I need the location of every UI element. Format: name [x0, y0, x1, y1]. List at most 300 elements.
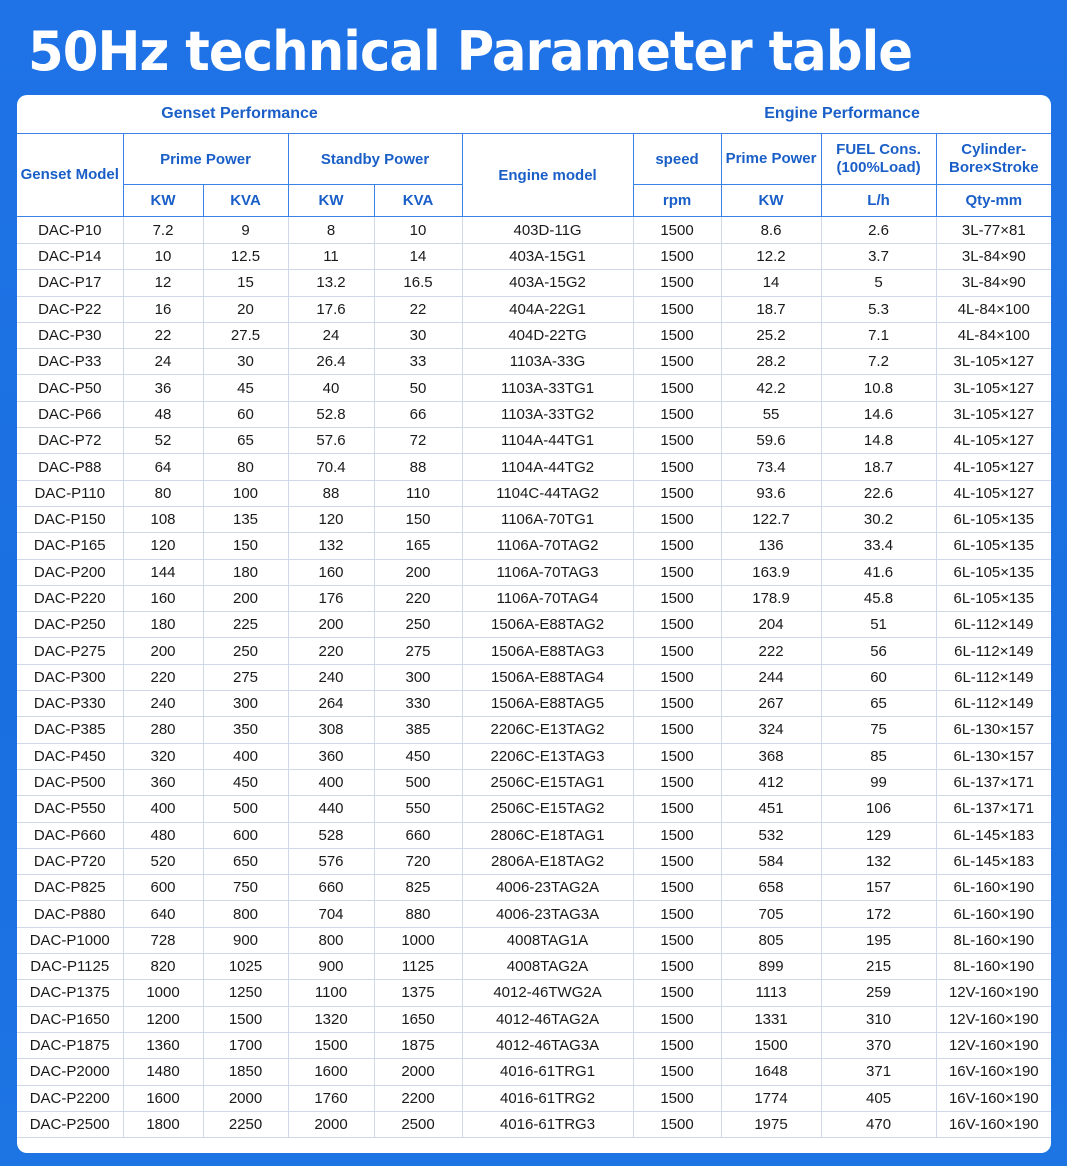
cell-cylinder-spec: 6L-105×135: [936, 533, 1051, 559]
table-row: [17, 612, 1051, 638]
cell-engine-model: 4012-46TAG2A: [462, 1006, 633, 1032]
cell-standby-kw: 24: [288, 322, 374, 348]
cell-cylinder-spec: 6L-112×149: [936, 664, 1051, 690]
cell-prime-kva: 30: [203, 349, 288, 375]
cell-prime-kw: 820: [123, 954, 203, 980]
cell-genset-model: DAC-P1125: [17, 954, 123, 980]
cell-engine-model: 4006-23TAG3A: [462, 901, 633, 927]
cell-standby-kw: 800: [288, 927, 374, 953]
cell-speed-rpm: 1500: [633, 585, 721, 611]
cell-prime-kw: 360: [123, 769, 203, 795]
table-row: [17, 1085, 1051, 1111]
cell-prime-kva: 225: [203, 612, 288, 638]
cell-engine-kw: 368: [721, 743, 821, 769]
cell-prime-kw: 1200: [123, 1006, 203, 1032]
cell-engine-model: 1106A-70TG1: [462, 506, 633, 532]
table-row: [17, 454, 1051, 480]
header-standby-kva: KVA: [374, 185, 462, 217]
cell-engine-model: 1506A-E88TAG3: [462, 638, 633, 664]
cell-prime-kva: 2250: [203, 1111, 288, 1137]
cell-engine-kw: 324: [721, 717, 821, 743]
cell-fuel-lh: 85: [821, 743, 936, 769]
cell-speed-rpm: 1500: [633, 769, 721, 795]
cell-engine-model: 4016-61TRG2: [462, 1085, 633, 1111]
cell-speed-rpm: 1500: [633, 506, 721, 532]
cell-cylinder-spec: 12V-160×190: [936, 1032, 1051, 1058]
header-prime-kw: KW: [123, 185, 203, 217]
cell-fuel-lh: 60: [821, 664, 936, 690]
cell-speed-rpm: 1500: [633, 875, 721, 901]
cell-engine-kw: 899: [721, 954, 821, 980]
cell-prime-kw: 180: [123, 612, 203, 638]
cell-standby-kva: 50: [374, 375, 462, 401]
cell-standby-kw: 1760: [288, 1085, 374, 1111]
cell-speed-rpm: 1500: [633, 559, 721, 585]
table-row: [17, 875, 1051, 901]
cell-fuel-lh: 75: [821, 717, 936, 743]
cell-prime-kva: 650: [203, 848, 288, 874]
cell-prime-kw: 52: [123, 428, 203, 454]
cell-fuel-lh: 470: [821, 1111, 936, 1137]
cell-fuel-lh: 310: [821, 1006, 936, 1032]
header-prime-kva: KVA: [203, 185, 288, 217]
cell-standby-kw: 1500: [288, 1032, 374, 1058]
cell-cylinder-spec: 3L-105×127: [936, 375, 1051, 401]
cell-prime-kva: 200: [203, 585, 288, 611]
cell-engine-kw: 1113: [721, 980, 821, 1006]
cell-prime-kw: 64: [123, 454, 203, 480]
cell-engine-kw: 42.2: [721, 375, 821, 401]
cell-prime-kw: 600: [123, 875, 203, 901]
cell-genset-model: DAC-P30: [17, 322, 123, 348]
header-lh: L/h: [821, 185, 936, 217]
cell-fuel-lh: 195: [821, 927, 936, 953]
cell-standby-kva: 250: [374, 612, 462, 638]
cell-standby-kw: 176: [288, 585, 374, 611]
cell-speed-rpm: 1500: [633, 1085, 721, 1111]
cell-prime-kva: 15: [203, 270, 288, 296]
cell-engine-kw: 222: [721, 638, 821, 664]
cell-prime-kva: 500: [203, 796, 288, 822]
cell-genset-model: DAC-P2500: [17, 1111, 123, 1137]
cell-fuel-lh: 65: [821, 691, 936, 717]
cell-speed-rpm: 1500: [633, 691, 721, 717]
section-spacer: [462, 95, 633, 134]
cell-prime-kw: 108: [123, 506, 203, 532]
cell-standby-kva: 72: [374, 428, 462, 454]
cell-prime-kva: 450: [203, 769, 288, 795]
cell-cylinder-spec: 4L-105×127: [936, 480, 1051, 506]
cell-prime-kw: 12: [123, 270, 203, 296]
cell-prime-kva: 45: [203, 375, 288, 401]
cell-engine-model: 2806A-E18TAG2: [462, 848, 633, 874]
cell-prime-kva: 1700: [203, 1032, 288, 1058]
cell-engine-model: 4012-46TWG2A: [462, 980, 633, 1006]
cell-genset-model: DAC-P1875: [17, 1032, 123, 1058]
cell-prime-kva: 800: [203, 901, 288, 927]
cell-prime-kva: 750: [203, 875, 288, 901]
cell-prime-kw: 200: [123, 638, 203, 664]
cell-speed-rpm: 1500: [633, 848, 721, 874]
cell-standby-kva: 33: [374, 349, 462, 375]
cell-prime-kva: 1500: [203, 1006, 288, 1032]
cell-standby-kw: 11: [288, 244, 374, 270]
cell-standby-kw: 160: [288, 559, 374, 585]
cell-prime-kw: 16: [123, 296, 203, 322]
cell-fuel-lh: 5: [821, 270, 936, 296]
cell-fuel-lh: 215: [821, 954, 936, 980]
cell-standby-kw: 13.2: [288, 270, 374, 296]
cell-standby-kva: 10: [374, 217, 462, 244]
cell-cylinder-spec: 6L-112×149: [936, 638, 1051, 664]
cell-prime-kw: 10: [123, 244, 203, 270]
cell-genset-model: DAC-P72: [17, 428, 123, 454]
cell-fuel-lh: 41.6: [821, 559, 936, 585]
cell-standby-kva: 110: [374, 480, 462, 506]
cell-engine-kw: 59.6: [721, 428, 821, 454]
cell-prime-kw: 120: [123, 533, 203, 559]
cell-engine-model: 1103A-33G: [462, 349, 633, 375]
cell-standby-kva: 2000: [374, 1059, 462, 1085]
cell-engine-kw: 1331: [721, 1006, 821, 1032]
cell-genset-model: DAC-P825: [17, 875, 123, 901]
table-row: [17, 506, 1051, 532]
cell-genset-model: DAC-P1375: [17, 980, 123, 1006]
cell-standby-kva: 66: [374, 401, 462, 427]
cell-genset-model: DAC-P14: [17, 244, 123, 270]
cell-fuel-lh: 56: [821, 638, 936, 664]
cell-genset-model: DAC-P385: [17, 717, 123, 743]
cell-standby-kw: 57.6: [288, 428, 374, 454]
cell-speed-rpm: 1500: [633, 901, 721, 927]
cell-fuel-lh: 45.8: [821, 585, 936, 611]
cell-prime-kw: 80: [123, 480, 203, 506]
cell-standby-kw: 220: [288, 638, 374, 664]
cell-engine-kw: 163.9: [721, 559, 821, 585]
cell-speed-rpm: 1500: [633, 1059, 721, 1085]
cell-speed-rpm: 1500: [633, 349, 721, 375]
cell-speed-rpm: 1500: [633, 638, 721, 664]
cell-prime-kva: 1250: [203, 980, 288, 1006]
table-row: [17, 375, 1051, 401]
header-standby-power: Standby Power: [288, 134, 462, 185]
cell-engine-model: 404A-22G1: [462, 296, 633, 322]
cell-prime-kva: 1025: [203, 954, 288, 980]
cell-engine-kw: 1648: [721, 1059, 821, 1085]
section-engine-performance: Engine Performance: [633, 95, 1051, 134]
cell-speed-rpm: 1500: [633, 980, 721, 1006]
cell-cylinder-spec: 16V-160×190: [936, 1059, 1051, 1085]
cell-engine-model: 4016-61TRG1: [462, 1059, 633, 1085]
cell-cylinder-spec: 16V-160×190: [936, 1111, 1051, 1137]
cell-engine-kw: 244: [721, 664, 821, 690]
cell-standby-kw: 264: [288, 691, 374, 717]
cell-cylinder-spec: 3L-105×127: [936, 349, 1051, 375]
cell-speed-rpm: 1500: [633, 375, 721, 401]
cell-genset-model: DAC-P880: [17, 901, 123, 927]
cell-prime-kw: 1360: [123, 1032, 203, 1058]
cell-engine-model: 4016-61TRG3: [462, 1111, 633, 1137]
cell-genset-model: DAC-P88: [17, 454, 123, 480]
cell-cylinder-spec: 6L-145×183: [936, 822, 1051, 848]
cell-prime-kw: 220: [123, 664, 203, 690]
cell-engine-model: 4012-46TAG3A: [462, 1032, 633, 1058]
cell-genset-model: DAC-P1000: [17, 927, 123, 953]
cell-prime-kw: 1600: [123, 1085, 203, 1111]
cell-standby-kva: 1375: [374, 980, 462, 1006]
cell-engine-model: 1103A-33TG1: [462, 375, 633, 401]
cell-genset-model: DAC-P300: [17, 664, 123, 690]
cell-speed-rpm: 1500: [633, 717, 721, 743]
cell-engine-kw: 584: [721, 848, 821, 874]
cell-prime-kva: 100: [203, 480, 288, 506]
cell-genset-model: DAC-P720: [17, 848, 123, 874]
cell-speed-rpm: 1500: [633, 270, 721, 296]
cell-speed-rpm: 1500: [633, 217, 721, 244]
cell-prime-kva: 300: [203, 691, 288, 717]
cell-genset-model: DAC-P10: [17, 217, 123, 244]
table-row: [17, 244, 1051, 270]
cell-prime-kw: 520: [123, 848, 203, 874]
cell-prime-kva: 350: [203, 717, 288, 743]
cell-speed-rpm: 1500: [633, 480, 721, 506]
cell-prime-kva: 2000: [203, 1085, 288, 1111]
cell-standby-kva: 720: [374, 848, 462, 874]
cell-prime-kva: 900: [203, 927, 288, 953]
cell-speed-rpm: 1500: [633, 1032, 721, 1058]
header-genset-model: Genset Model: [17, 134, 123, 217]
cell-engine-model: 4006-23TAG2A: [462, 875, 633, 901]
cell-fuel-lh: 14.6: [821, 401, 936, 427]
cell-cylinder-spec: 6L-137×171: [936, 769, 1051, 795]
cell-cylinder-spec: 6L-112×149: [936, 612, 1051, 638]
table-row: [17, 901, 1051, 927]
cell-cylinder-spec: 4L-84×100: [936, 322, 1051, 348]
cell-fuel-lh: 3.7: [821, 244, 936, 270]
cell-standby-kw: 26.4: [288, 349, 374, 375]
cell-prime-kw: 160: [123, 585, 203, 611]
cell-genset-model: DAC-P250: [17, 612, 123, 638]
cell-fuel-lh: 371: [821, 1059, 936, 1085]
cell-engine-kw: 55: [721, 401, 821, 427]
cell-cylinder-spec: 6L-137×171: [936, 796, 1051, 822]
cell-cylinder-spec: 12V-160×190: [936, 1006, 1051, 1032]
cell-engine-model: 403A-15G2: [462, 270, 633, 296]
cell-speed-rpm: 1500: [633, 454, 721, 480]
cell-engine-model: 1104A-44TG1: [462, 428, 633, 454]
cell-engine-kw: 532: [721, 822, 821, 848]
cell-engine-kw: 25.2: [721, 322, 821, 348]
cell-genset-model: DAC-P220: [17, 585, 123, 611]
cell-engine-kw: 18.7: [721, 296, 821, 322]
cell-standby-kva: 150: [374, 506, 462, 532]
cell-prime-kva: 27.5: [203, 322, 288, 348]
table-row: [17, 927, 1051, 953]
cell-fuel-lh: 22.6: [821, 480, 936, 506]
cell-genset-model: DAC-P150: [17, 506, 123, 532]
cell-standby-kw: 240: [288, 664, 374, 690]
cell-prime-kw: 480: [123, 822, 203, 848]
parameter-table: [17, 95, 1051, 1138]
cell-engine-model: 1106A-70TAG3: [462, 559, 633, 585]
cell-genset-model: DAC-P450: [17, 743, 123, 769]
cell-engine-model: 2806C-E18TAG1: [462, 822, 633, 848]
cell-speed-rpm: 1500: [633, 533, 721, 559]
cell-speed-rpm: 1500: [633, 401, 721, 427]
table-row: [17, 796, 1051, 822]
table-row: [17, 664, 1051, 690]
cell-standby-kw: 8: [288, 217, 374, 244]
cell-speed-rpm: 1500: [633, 428, 721, 454]
table-row: [17, 822, 1051, 848]
cell-prime-kva: 1850: [203, 1059, 288, 1085]
cell-genset-model: DAC-P17: [17, 270, 123, 296]
cell-standby-kva: 550: [374, 796, 462, 822]
cell-cylinder-spec: 6L-145×183: [936, 848, 1051, 874]
cell-engine-model: 2506C-E15TAG2: [462, 796, 633, 822]
cell-engine-model: 1506A-E88TAG2: [462, 612, 633, 638]
cell-fuel-lh: 51: [821, 612, 936, 638]
cell-standby-kva: 660: [374, 822, 462, 848]
cell-prime-kw: 280: [123, 717, 203, 743]
table-row: [17, 480, 1051, 506]
cell-prime-kw: 48: [123, 401, 203, 427]
cell-engine-kw: 805: [721, 927, 821, 953]
cell-fuel-lh: 5.3: [821, 296, 936, 322]
header-speed: speed: [633, 134, 721, 185]
cell-prime-kva: 135: [203, 506, 288, 532]
table-row: [17, 1059, 1051, 1085]
cell-standby-kw: 120: [288, 506, 374, 532]
cell-engine-kw: 451: [721, 796, 821, 822]
cell-fuel-lh: 99: [821, 769, 936, 795]
cell-standby-kw: 1320: [288, 1006, 374, 1032]
cell-fuel-lh: 129: [821, 822, 936, 848]
cell-standby-kw: 400: [288, 769, 374, 795]
table-row: [17, 1006, 1051, 1032]
cell-prime-kw: 36: [123, 375, 203, 401]
cell-standby-kva: 450: [374, 743, 462, 769]
cell-standby-kw: 1600: [288, 1059, 374, 1085]
cell-genset-model: DAC-P110: [17, 480, 123, 506]
cell-engine-model: 1506A-E88TAG4: [462, 664, 633, 690]
cell-speed-rpm: 1500: [633, 322, 721, 348]
page-title: 50Hz technical Parameter table: [28, 20, 913, 83]
table-row: [17, 585, 1051, 611]
cell-prime-kw: 320: [123, 743, 203, 769]
cell-standby-kva: 1650: [374, 1006, 462, 1032]
cell-standby-kw: 88: [288, 480, 374, 506]
cell-engine-kw: 73.4: [721, 454, 821, 480]
cell-genset-model: DAC-P165: [17, 533, 123, 559]
cell-prime-kw: 728: [123, 927, 203, 953]
cell-cylinder-spec: 4L-84×100: [936, 296, 1051, 322]
cell-engine-kw: 14: [721, 270, 821, 296]
cell-speed-rpm: 1500: [633, 1111, 721, 1137]
cell-standby-kva: 14: [374, 244, 462, 270]
cell-speed-rpm: 1500: [633, 954, 721, 980]
cell-standby-kva: 1125: [374, 954, 462, 980]
cell-fuel-lh: 18.7: [821, 454, 936, 480]
cell-speed-rpm: 1500: [633, 664, 721, 690]
cell-standby-kva: 1875: [374, 1032, 462, 1058]
cell-engine-kw: 658: [721, 875, 821, 901]
cell-cylinder-spec: 6L-105×135: [936, 506, 1051, 532]
header-fuel-consumption: FUEL Cons. (100%Load): [821, 134, 936, 185]
cell-speed-rpm: 1500: [633, 296, 721, 322]
table-row: [17, 769, 1051, 795]
cell-engine-model: 403D-11G: [462, 217, 633, 244]
cell-fuel-lh: 14.8: [821, 428, 936, 454]
header-engine-model: Engine model: [462, 134, 633, 217]
cell-genset-model: DAC-P660: [17, 822, 123, 848]
cell-engine-kw: 1975: [721, 1111, 821, 1137]
cell-standby-kw: 576: [288, 848, 374, 874]
cell-prime-kva: 80: [203, 454, 288, 480]
cell-engine-model: 4008TAG1A: [462, 927, 633, 953]
cell-fuel-lh: 370: [821, 1032, 936, 1058]
cell-cylinder-spec: 16V-160×190: [936, 1085, 1051, 1111]
cell-prime-kw: 240: [123, 691, 203, 717]
header-prime-power: Prime Power: [123, 134, 288, 185]
cell-prime-kva: 12.5: [203, 244, 288, 270]
cell-engine-kw: 8.6: [721, 217, 821, 244]
cell-standby-kw: 528: [288, 822, 374, 848]
cell-fuel-lh: 106: [821, 796, 936, 822]
cell-standby-kva: 2500: [374, 1111, 462, 1137]
cell-cylinder-spec: 8L-160×190: [936, 954, 1051, 980]
cell-prime-kw: 400: [123, 796, 203, 822]
cell-fuel-lh: 405: [821, 1085, 936, 1111]
cell-cylinder-spec: 8L-160×190: [936, 927, 1051, 953]
cell-engine-kw: 122.7: [721, 506, 821, 532]
cell-standby-kva: 500: [374, 769, 462, 795]
cell-genset-model: DAC-P550: [17, 796, 123, 822]
cell-speed-rpm: 1500: [633, 796, 721, 822]
cell-standby-kva: 220: [374, 585, 462, 611]
cell-prime-kva: 150: [203, 533, 288, 559]
table-row: [17, 428, 1051, 454]
cell-standby-kva: 385: [374, 717, 462, 743]
cell-engine-model: 1103A-33TG2: [462, 401, 633, 427]
cell-cylinder-spec: 3L-77×81: [936, 217, 1051, 244]
header-cylinder-bore-stroke: Cylinder-Bore×Stroke: [936, 134, 1051, 185]
cell-prime-kw: 1000: [123, 980, 203, 1006]
cell-prime-kva: 600: [203, 822, 288, 848]
cell-cylinder-spec: 4L-105×127: [936, 428, 1051, 454]
cell-genset-model: DAC-P2000: [17, 1059, 123, 1085]
section-genset-performance: Genset Performance: [17, 95, 462, 134]
cell-cylinder-spec: 12V-160×190: [936, 980, 1051, 1006]
cell-prime-kva: 60: [203, 401, 288, 427]
header-engine-kw: KW: [721, 185, 821, 217]
cell-fuel-lh: 259: [821, 980, 936, 1006]
cell-prime-kw: 144: [123, 559, 203, 585]
header-engine-prime-power: Prime Power: [721, 134, 821, 185]
table-row: [17, 1032, 1051, 1058]
cell-engine-kw: 267: [721, 691, 821, 717]
header-rpm: rpm: [633, 185, 721, 217]
table-row: [17, 270, 1051, 296]
cell-standby-kw: 17.6: [288, 296, 374, 322]
cell-fuel-lh: 10.8: [821, 375, 936, 401]
table-row: [17, 848, 1051, 874]
cell-engine-kw: 705: [721, 901, 821, 927]
cell-prime-kw: 640: [123, 901, 203, 927]
cell-engine-kw: 1774: [721, 1085, 821, 1111]
cell-prime-kw: 1800: [123, 1111, 203, 1137]
cell-speed-rpm: 1500: [633, 244, 721, 270]
